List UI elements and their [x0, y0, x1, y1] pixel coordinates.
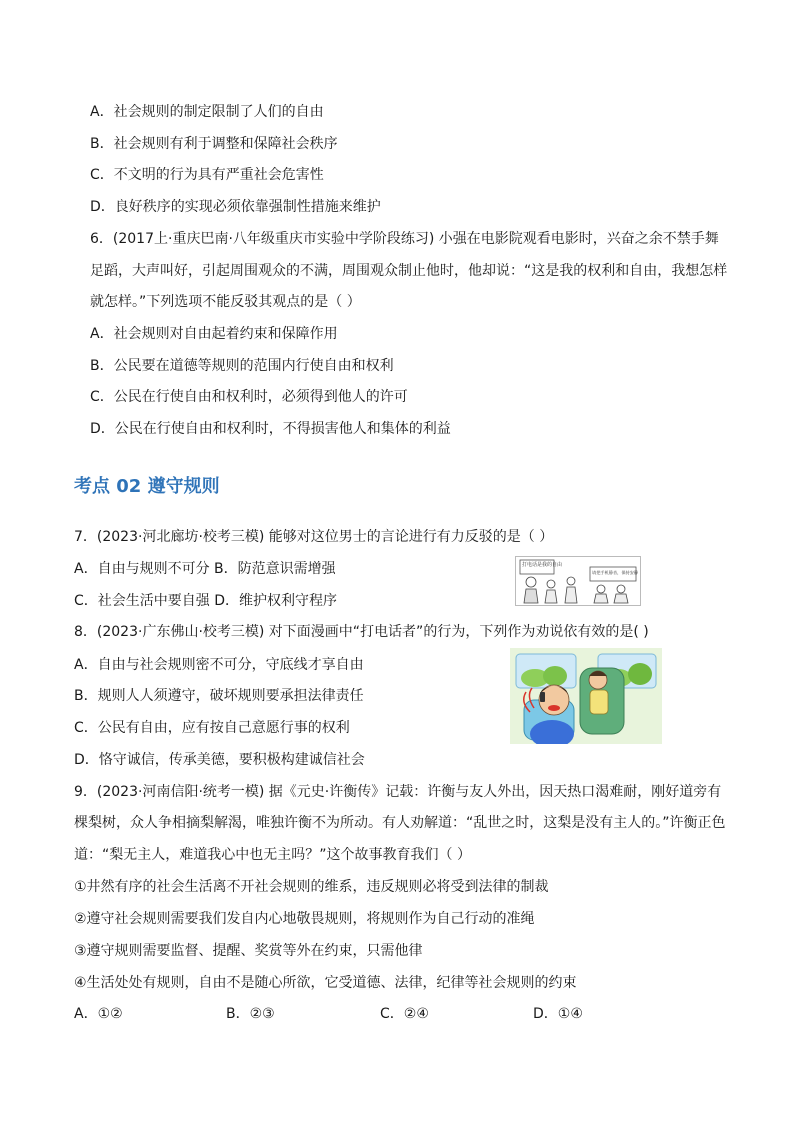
q8-cartoon-image — [510, 648, 662, 744]
q7-options-row-1: A．自由与规则不可分 B．防范意识需增强 — [74, 561, 336, 577]
q9-statement-4: ④生活处处有规则，自由不是随心所欲，它受道德、法律，纪律等社会规则的约束 — [74, 975, 577, 991]
q5-option-a: A．社会规则的制定限制了人们的自由 — [90, 104, 324, 120]
q9-answer-c: C．②④ — [380, 1006, 429, 1022]
q7-speech-left: 打电话是我的自由 — [522, 562, 563, 568]
q8-option-d: D．恪守诚信，传承美德，要积极构建诚信社会 — [74, 752, 365, 768]
q6-stem-line-1: 6．(2017上·重庆巴南·八年级重庆市实验中学阶段练习) 小强在电影院观看电影时，兴奋之余不禁手舞 — [90, 231, 719, 247]
q6-option-a: A．社会规则对自由起着约束和保障作用 — [90, 326, 338, 342]
q9-statement-1: ①井然有序的社会生活离不开社会规则的维系，违反规则必将受到法律的制裁 — [74, 879, 549, 895]
q9-stem-line-3: 道：“梨无主人，难道我心中也无主吗？”这个故事教育我们（ ） — [74, 847, 471, 863]
q9-stem-line-2: 棵梨树，众人争相摘梨解渴，唯独许衡不为所动。有人劝解道：“乱世之时，这梨是没有主人的。”许衡正色 — [74, 815, 726, 831]
q8-option-c: C．公民有自由，应有按自己意愿行事的权利 — [74, 720, 350, 736]
q9-answer-a: A．①② — [74, 1006, 123, 1022]
q9-answer-b: B．②③ — [226, 1006, 275, 1022]
q8-option-a: A．自由与社会规则密不可分，守底线才享自由 — [74, 657, 364, 673]
q5-option-b: B．社会规则有利于调整和保障社会秩序 — [90, 136, 338, 152]
q8-cartoon-drawing — [510, 648, 662, 744]
q8-stem: 8．(2023·广东佛山·校考三模) 对下面漫画中“打电话者”的行为，下列作为劝说依有效的是( ) — [74, 624, 649, 640]
q8-option-b: B．规则人人须遵守，破坏规则要承担法律责任 — [74, 688, 364, 704]
section-heading: 考点 02 遵守规则 — [74, 476, 220, 497]
q6-stem-line-2: 足蹈，大声叫好，引起周围观众的不满，周围观众制止他时，他却说：“这是我的权利和自由，我想怎样 — [90, 263, 728, 279]
q6-option-c: C．公民在行使自由和权利时，必须得到他人的许可 — [90, 389, 408, 405]
q7-cartoon-drawing — [516, 557, 640, 605]
q5-option-d: D．良好秩序的实现必须依靠强制性措施来维护 — [90, 199, 381, 215]
q7-options-row-2: C．社会生活中要自强 D．维护权利守程序 — [74, 593, 338, 609]
q7-stem: 7．(2023·河北廊坊·校考三模) 能够对这位男士的言论进行有力反驳的是（ ） — [74, 529, 554, 545]
q6-option-d: D．公民在行使自由和权利时，不得损害他人和集体的利益 — [90, 421, 451, 437]
q9-answer-d: D．①④ — [533, 1006, 583, 1022]
q5-option-c: C．不文明的行为具有严重社会危害性 — [90, 167, 324, 183]
q9-stem-line-1: 9．(2023·河南信阳·统考一模) 据《元史·许衡传》记载：许衡与友人外出，因天热口渴难耐，刚好道旁有 — [74, 784, 722, 800]
q6-stem-line-3: 就怎样。”下列选项不能反驳其观点的是（ ） — [90, 294, 361, 310]
q7-speech-right: 请把手机静音，保持安静 — [592, 570, 639, 575]
q6-option-b: B．公民要在道德等规则的范围内行使自由和权利 — [90, 358, 394, 374]
q7-cartoon-image — [515, 556, 641, 606]
q9-statement-3: ③遵守规则需要监督、提醒、奖赏等外在约束，只需他律 — [74, 943, 423, 959]
q9-statement-2: ②遵守社会规则需要我们发自内心地敬畏规则，将规则作为自己行动的准绳 — [74, 911, 535, 927]
